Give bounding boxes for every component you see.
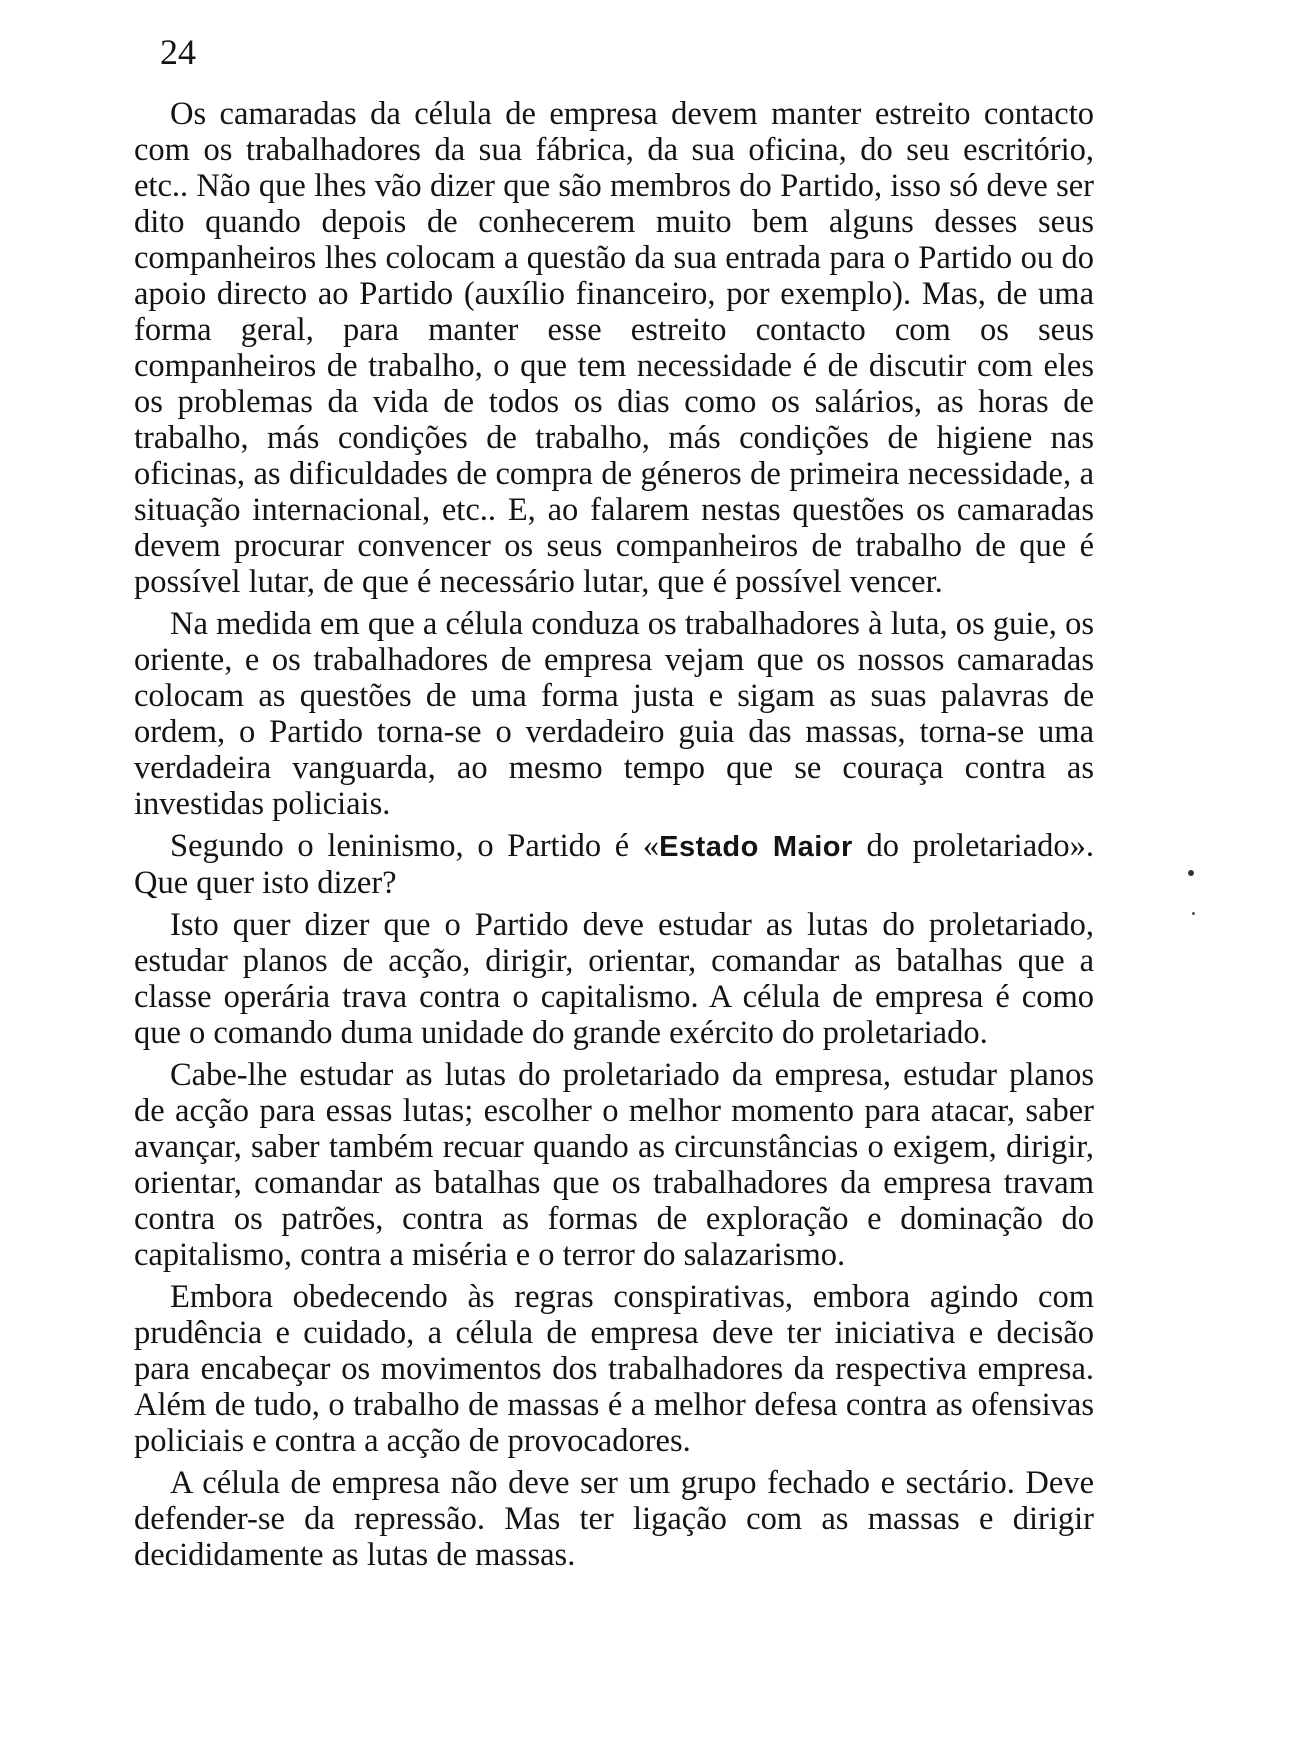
page-number: 24 <box>160 32 196 72</box>
margin-mark <box>1188 870 1194 876</box>
body-text <box>134 96 1094 1579</box>
paragraph-3 <box>134 828 1094 901</box>
paragraph-7: A célula de empresa não deve ser um grupo fechado e sectário. Deve defender-se da repressão. Mas ter ligação com as massas e dirigir decididamente as lutas de massas. <box>134 1465 1094 1573</box>
margin-mark-small <box>1192 912 1195 915</box>
paragraph-2: Na medida em que a célula conduza os trabalhadores à luta, os guie, os oriente, e os trabalhadores de empresa vejam que os nossos camaradas colocam as questões de uma forma justa e sigam as suas palavras de ordem, o Partido torna-se o verdadeiro guia das massas, torna-se uma verdadeira vanguarda, ao mesmo tempo que se couraça contra as investidas policiais. <box>134 606 1094 822</box>
paragraph-4: Isto quer dizer que o Partido deve estudar as lutas do proletariado, estudar planos de acção, dirigir, orientar, comandar as batalhas que a classe operária trava contra o capitalismo. A célula de empresa é como que o comando duma unidade do grande exército do proletariado. <box>134 907 1094 1051</box>
paragraph-3-after: do proletariado». Que quer isto dizer? <box>134 828 1095 901</box>
paragraph-1: Os camaradas da célula de empresa devem manter estreito contacto com os trabalhadores da sua fábrica, da sua oficina, do seu escritório, etc.. Não que lhes vão dizer que são membros do Partido, isso só deve ser dito quando depois de conhecerem muito bem alguns desses seus companheiros lhes colocam a questão da sua entrada para o Partido ou do apoio directo ao Partido (auxílio financeiro, por exemplo). Mas, de uma forma geral, para manter esse estreito contacto com os seus companheiros de trabalho, o que tem necessidade é de discutir com eles os problemas da vida de todos os dias como os salários, as horas de trabalho, más condições de trabalho, más condições de higiene nas oficinas, as dificuldades de compra de géneros de primeira necessidade, a situação internacional, etc.. E, ao falarem nestas questões os camaradas devem procurar convencer os seus companheiros de trabalho de que é possível lutar, de que é necessário lutar, que é possível vencer. <box>134 96 1094 600</box>
paragraph-6: Embora obedecendo às regras conspirativas, embora agindo com prudência e cuidado, a célula de empresa deve ter iniciativa e decisão para encabeçar os movimentos dos trabalhadores da respectiva empresa. Além de tudo, o trabalho de massas é a melhor defesa contra as ofensivas policiais e contra a acção de provocadores. <box>134 1279 1094 1459</box>
paragraph-5: Cabe-lhe estudar as lutas do proletariado da empresa, estudar planos de acção para essas lutas; escolher o melhor momento para atacar, saber avançar, saber também recuar quando as circunstâncias o exigem, dirigir, orientar, comandar as batalhas que os trabalhadores da empresa travam contra os patrões, contra as formas de exploração e dominação do capitalismo, contra a miséria e o terror do salazarismo. <box>134 1057 1094 1273</box>
paragraph-3-before: Segundo o leninismo, o Partido é « <box>170 828 660 864</box>
emphasis-estado-maior: Estado Maior <box>659 831 853 863</box>
